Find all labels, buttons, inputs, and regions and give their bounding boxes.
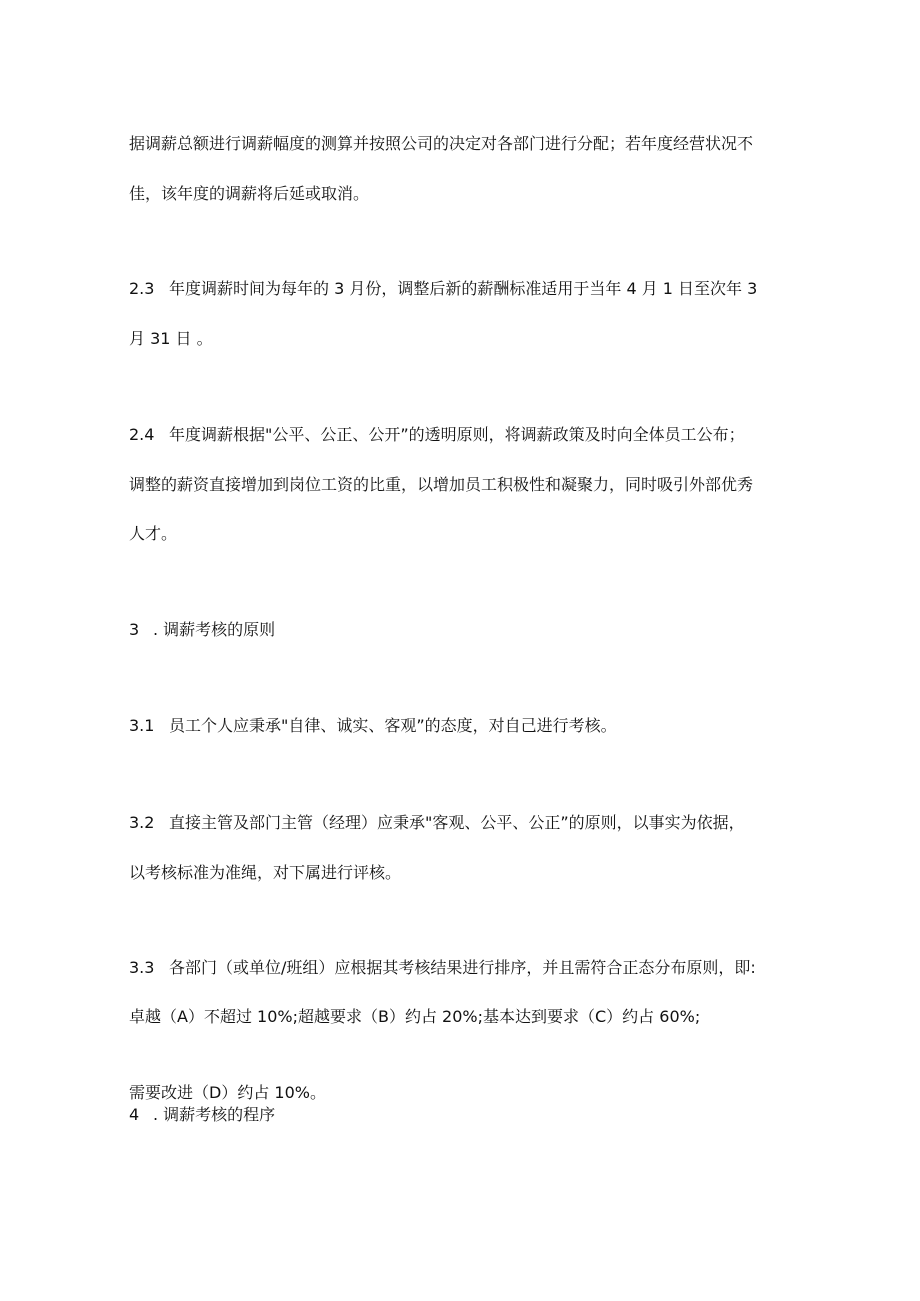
heading-title: . 调薪考核的原则 xyxy=(153,620,276,639)
section-3-2-text: 直接主管及部门主管（经理）应秉承"客观、公平、公正”的原则，以事实为依据， xyxy=(169,813,745,832)
section-2-4-line-1 xyxy=(129,424,745,446)
section-2-3-line-2: 月 31 日 。 xyxy=(129,329,213,348)
section-3-2-line-1 xyxy=(129,812,745,834)
section-number: 3.1 xyxy=(129,716,155,735)
section-number: 3.2 xyxy=(129,813,155,832)
section-2-3-line-1 xyxy=(129,278,757,300)
heading-section-4 xyxy=(129,1104,275,1126)
section-2-4-line-3: 人才。 xyxy=(129,524,178,543)
section-3-3-line-1 xyxy=(129,957,756,979)
heading-number: 4 xyxy=(129,1105,140,1124)
section-number: 3.3 xyxy=(129,958,155,977)
section-3-2-line-2: 以考核标准为准绳，对下属进行评核。 xyxy=(129,863,402,882)
paragraph-continuation-line-2: 佳，该年度的调薪将后延或取消。 xyxy=(129,184,370,203)
heading-number: 3 xyxy=(129,620,140,639)
section-number: 2.4 xyxy=(129,425,155,444)
section-3-3-text: 各部门（或单位/班组）应根据其考核结果进行排序，并且需符合正态分布原则，即: xyxy=(169,958,756,977)
section-3-1-line-1 xyxy=(129,715,617,737)
section-3-3-line-3: 需要改进（D）约占 10%。 xyxy=(129,1083,326,1102)
section-2-4-text: 年度调薪根据"公平、公正、公开”的透明原则，将调薪政策及时向全体员工公布； xyxy=(169,425,745,444)
heading-section-3 xyxy=(129,619,275,641)
section-number: 2.3 xyxy=(129,279,155,298)
section-2-4-line-2: 调整的薪资直接增加到岗位工资的比重，以增加员工积极性和凝聚力，同时吸引外部优秀 xyxy=(129,475,754,494)
section-3-1-text: 员工个人应秉承"自律、诚实、客观”的态度，对自己进行考核。 xyxy=(169,716,617,735)
paragraph-continuation-line-1: 据调薪总额进行调薪幅度的测算并按照公司的决定对各部门进行分配；若年度经营状况不 xyxy=(129,134,754,153)
section-3-3-line-2: 卓越（A）不超过 10%;超越要求（B）约占 20%;基本达到要求（C）约占 60%; xyxy=(129,1007,701,1026)
section-2-3-text: 年度调薪时间为每年的 3 月份，调整后新的薪酬标准适用于当年 4 月 1 日至次年 3 xyxy=(169,279,758,298)
heading-title: . 调薪考核的程序 xyxy=(153,1105,276,1124)
